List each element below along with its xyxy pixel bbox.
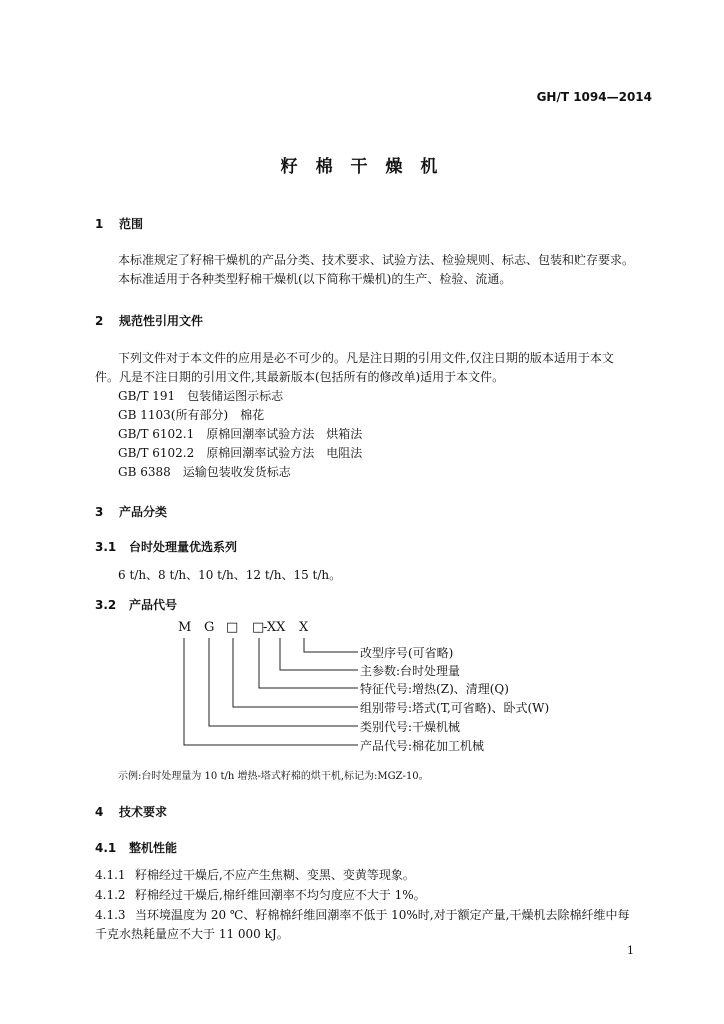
leader-line-category (209, 638, 358, 726)
reference-item: GB/T 6102.2 原棉回潮率试验方法 电阻法 (118, 446, 363, 460)
standard-code: GH/T 1094—2014 (536, 90, 652, 104)
example-note: 示例:台时处理量为 10 t/h 增热-塔式籽棉的烘干机,标记为:MGZ-10。 (118, 771, 429, 782)
code-char-g: G (204, 620, 215, 635)
clause-text: 当环境温度为 20 ℃、籽棉棉纤维回潮率不低于 10%时,对于额定产量,干燥机去除棉纤维中每 (135, 908, 630, 922)
code-main-param: -XX (263, 620, 286, 635)
label-revision: 改型序号(可省略) (360, 646, 454, 660)
clause-4-1-1 (95, 866, 415, 883)
reference-item: GB 1103(所有部分) 棉花 (118, 408, 265, 422)
subsection-3-1-heading (95, 538, 237, 555)
label-group: 组别带号:塔式(T,可省略)、卧式(W) (360, 701, 550, 715)
label-feature: 特征代号:增热(Z)、清理(Q) (360, 682, 509, 696)
subsection-number: 3.2 (95, 598, 117, 612)
code-revision: X (299, 620, 309, 635)
clause-text: 籽棉经过干燥后,不应产生焦糊、变黑、变黄等现象。 (135, 868, 415, 882)
subsection-title: 产品代号 (129, 598, 178, 612)
code-char-m: M (178, 620, 192, 635)
leader-line-product (184, 638, 358, 745)
section-2-heading (95, 312, 203, 329)
document-title: 籽 棉 干 燥 机 (280, 157, 444, 177)
product-code-diagram (175, 620, 575, 760)
section-number: 3 (95, 505, 104, 519)
label-main-param: 主参数:台时处理量 (360, 664, 461, 678)
subsection-4-1-heading (95, 839, 177, 856)
paragraph: 本标准适用于各种类型籽棉干燥机(以下简称干燥机)的生产、检验、流通。 (118, 272, 512, 286)
reference-item: GB/T 191 包装储运图示标志 (118, 389, 284, 403)
clause-4-1-2 (95, 886, 426, 903)
reference-item: GB 6388 运输包装收发货标志 (118, 465, 291, 479)
subsection-title: 整机性能 (129, 841, 178, 855)
leader-line-main-param (280, 638, 358, 670)
clause-text: 籽棉经过干燥后,棉纤维回潮率不均匀度应不大于 1%。 (135, 888, 426, 902)
section-number: 1 (95, 217, 104, 231)
label-product: 产品代号:棉花加工机械 (360, 739, 485, 753)
paragraph: 下列文件对于本文件的应用是必不可少的。凡是注日期的引用文件,仅注日期的版本适用于本文 (118, 351, 614, 365)
section-4-heading (95, 803, 167, 820)
clause-4-1-3-continued: 千克水热耗量应不大于 11 000 kJ。 (95, 927, 289, 941)
page-number: 1 (627, 944, 634, 957)
section-3-heading (95, 503, 167, 520)
section-1-heading (95, 215, 143, 232)
leader-line-feature (259, 638, 358, 688)
section-title: 技术要求 (119, 805, 168, 819)
subsection-3-2-heading (95, 596, 177, 613)
section-title: 规范性引用文件 (119, 314, 204, 328)
clause-4-1-3 (95, 906, 629, 923)
section-title: 范围 (119, 217, 144, 231)
reference-item: GB/T 6102.1 原棉回潮率试验方法 烘箱法 (118, 427, 363, 441)
label-category: 类别代号:干燥机械 (360, 720, 461, 734)
subsection-number: 4.1 (95, 841, 117, 855)
clause-number: 4.1.2 (95, 888, 126, 902)
subsection-number: 3.1 (95, 540, 117, 554)
subsection-title: 台时处理量优选系列 (129, 540, 238, 554)
section-number: 2 (95, 314, 104, 328)
clause-number: 4.1.1 (95, 868, 126, 882)
paragraph: 件。凡是不注日期的引用文件,其最新版本(包括所有的修改单)适用于本文件。 (95, 370, 505, 384)
code-box-group: □ (226, 620, 239, 635)
code-box-feature: □ (252, 620, 265, 635)
section-title: 产品分类 (119, 505, 168, 519)
section-number: 4 (95, 805, 104, 819)
leader-line-revision (304, 638, 358, 652)
clause-number: 4.1.3 (95, 908, 126, 922)
paragraph: 6 t/h、8 t/h、10 t/h、12 t/h、15 t/h。 (118, 568, 342, 582)
leader-line-group (233, 638, 358, 707)
leader-lines (175, 620, 365, 760)
paragraph: 本标准规定了籽棉干燥机的产品分类、技术要求、试验方法、检验规则、标志、包装和贮存要求。 (118, 253, 635, 267)
